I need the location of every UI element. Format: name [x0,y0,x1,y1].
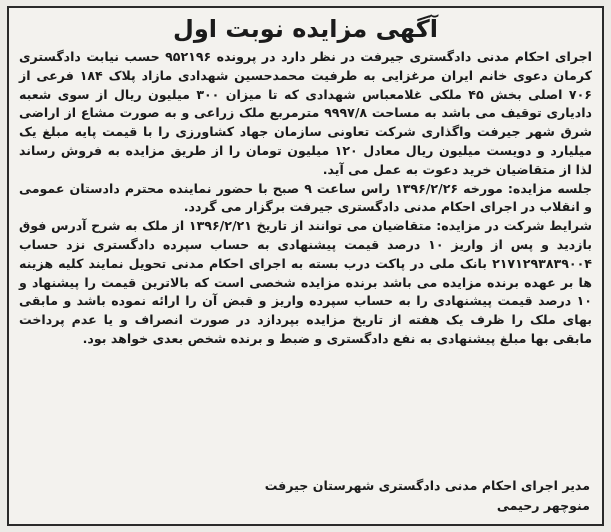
notice-paragraph-intro: اجرای احکام مدنی دادگستری جیرفت در نظر دارد در پرونده ۹۵۲۱۹۶ حسب نیابت دادگستری کرمان دعوی خانم ایران مرغزایی به طرفیت محمدحسین شهدادی مازاد پلاک ۱۸۴ فرعی از ۷۰۶ اصلی بخش ۴۵ ملکی غلامعباس شهدادی که تا میزان ۳۰۰ میلیون ریال از سوی شعبه دادیاری توقیف می باشد به مساحت ۹۹۹۷/۸ مترمربع ملک زراعی و به صورت مشاع از اراضی شرق شهر جیرفت واگذاری شرکت تعاونی سازمان جهاد کشاورزی را با قیمت پایه مبلغ یک میلیارد و دویست میلیون ریال معادل ۱۲۰ میلیون تومان را از طریق مزایده به فروش رساند لذا از متقاضیان خرید دعوت به عمل می آید. [19,49,592,177]
notice-paragraph-session: جلسه مزایده: مورخه ۱۳۹۶/۲/۲۶ راس ساعت ۹ صبح با حضور نماینده محترم دادستان عمومی و انقلاب در اجرای احکام مدنی دادگستری جیرفت برگزار می گردد. [19,180,593,215]
notice-frame [7,6,604,526]
notice-title: آگهی مزایده نوبت اول [173,15,438,43]
signature-name: منوچهر رحیمی [496,498,590,513]
notice-paragraph-conditions: شرایط شرکت در مزایده: متقاضیان می توانند از تاریخ ۱۳۹۶/۲/۲۱ از ملک به شرح آدرس فوق بازدید و پس از واریز ۱۰ درصد قیمت پیشنهادی به حساب سپرده دادگستری نزد حساب ۲۱۷۱۲۹۳۸۳۹۰۰۴ بانک ملی در پاکت درب بسته به اجرای احکام مدنی تحویل نمایند کلیه هزینه ها بر عهده برنده مزایده می باشد برنده مزایده شخصی است که بالاترین قیمت را پیشنهاد و ۱۰ درصد قیمت پیشنهادی را به حساب سپرده واریز و قبض آن را ارائه نموده باشد و مابقی بهای ملک را ظرف یک هفته از تاریخ مزایده بپردازد در صورت انصراف و یا عدم پرداخت مابقی بها مبلغ پیشنهادی به نفع دادگستری و ضبط و برنده شخص بعدی خواهد بود. [19,218,592,346]
signature-position: مدیر اجرای احکام مدنی دادگستری شهرستان جیرفت [264,478,590,493]
signature-block [265,476,590,516]
